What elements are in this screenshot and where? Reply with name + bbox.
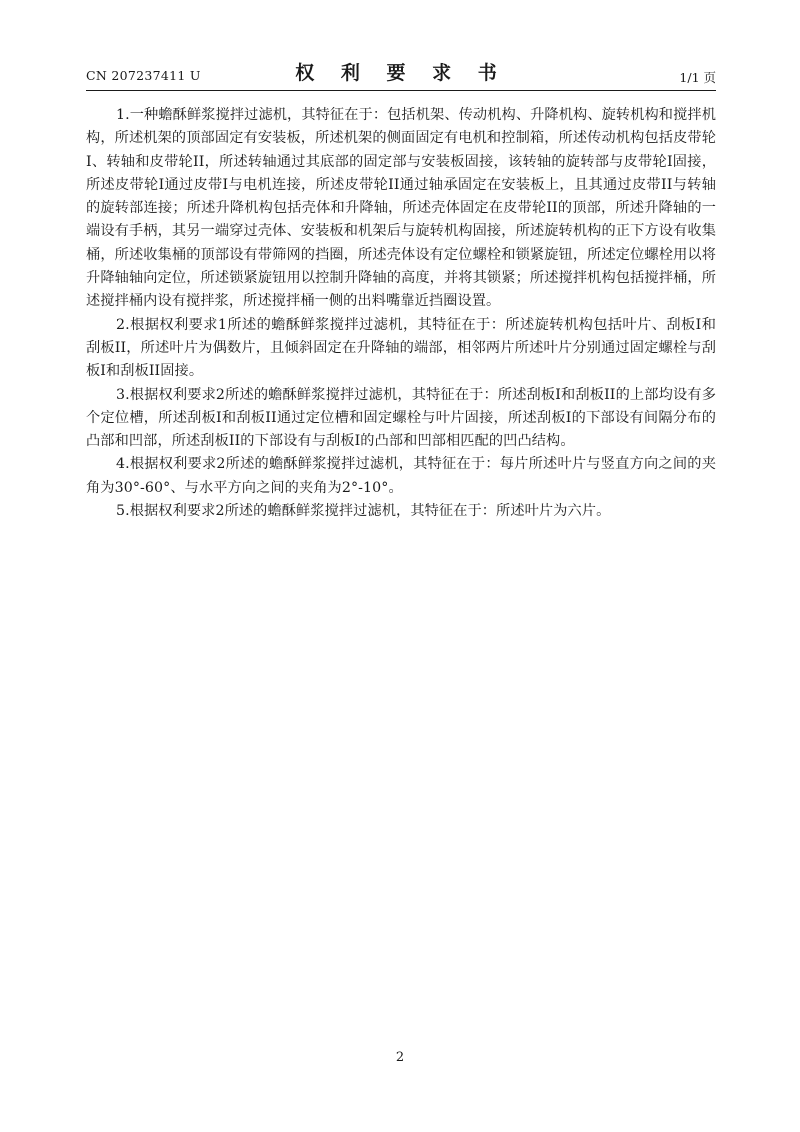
header-divider [86,90,716,91]
document-title: 权 利 要 求 书 [295,62,507,84]
claim-5: 5.根据权利要求2所述的蟾酥鲜浆搅拌过滤机，其特征在于：所述叶片为六片。 [116,503,611,520]
publication-number: CN 207237411 U [86,68,201,83]
claims-body [86,104,716,523]
claim-3: 3.根据权利要求2所述的蟾酥鲜浆搅拌过滤机，其特征在于：所述刮板I和刮板II的上部均设有多个定位槽，所述刮板I和刮板II通过定位槽和固定螺栓与叶片固接，所述刮板I的下部设有间隔分布的凸部和凹部，所述刮板II的下部设有与刮板I的凸部和凹部相匹配的凹凸结构。 [86,386,716,450]
claim-1: 1.一种蟾酥鲜浆搅拌过滤机，其特征在于：包括机架、传动机构、升降机构、旋转机构和搅拌机构，所述机架的顶部固定有安装板，所述机架的侧面固定有电机和控制箱，所述传动机构包括皮带轮I、转轴和皮带轮II，所述转轴通过其底部的固定部与安装板固接，该转轴的旋转部与皮带轮I固接，所述皮带轮I通过皮带I与电机连接，所述皮带轮II通过轴承固定在安装板上，且其通过皮带II与转轴的旋转部连接；所述升降机构包括壳体和升降轴，所述壳体固定在皮带轮II的顶部，所述升降轴的一端设有手柄，其另一端穿过壳体、安装板和机架后与旋转机构固接，所述旋转机构的正下方设有收集桶，所述收集桶的顶部设有带筛网的挡圈，所述壳体设有定位螺栓和锁紧旋钮，所述定位螺栓用以将升降轴轴向定位，所述锁紧旋钮用以控制升降轴的高度，并将其锁紧；所述搅拌机构包括搅拌桶，所述搅拌桶内设有搅拌浆，所述搅拌桶一侧的出料嘴靠近挡圈设置。 [86,107,716,310]
page-header [86,58,716,88]
page-of-indicator: 1/1 页 [679,70,716,85]
page-number: 2 [395,1050,405,1065]
claim-2: 2.根据权利要求1所述的蟾酥鲜浆搅拌过滤机，其特征在于：所述旋转机构包括叶片、刮板I和刮板II，所述叶片为偶数片，且倾斜固定在升降轴的端部，相邻两片所述叶片分别通过固定螺栓与刮板I和刮板II固接。 [86,316,716,380]
claim-4: 4.根据权利要求2所述的蟾酥鲜浆搅拌过滤机，其特征在于：每片所述叶片与竖直方向之间的夹角为30°-60°、与水平方向之间的夹角为2°-10°。 [86,456,716,496]
